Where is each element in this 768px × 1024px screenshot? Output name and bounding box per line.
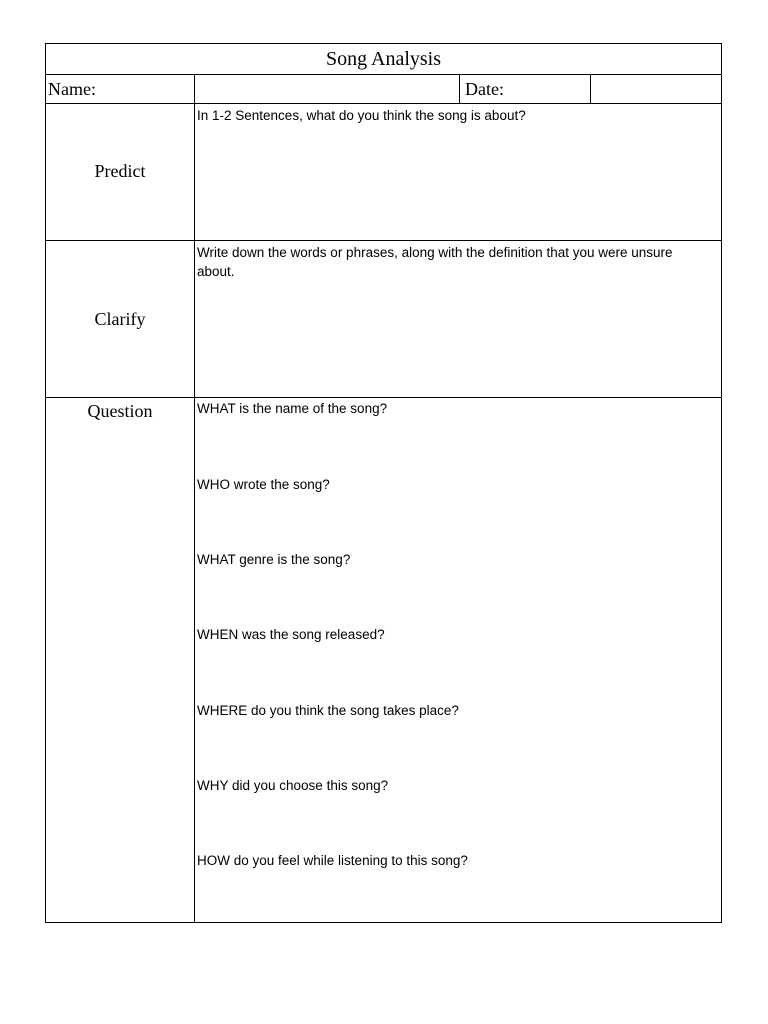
clarify-section (46, 241, 721, 398)
name-date-row (46, 75, 721, 104)
predict-label: Predict (94, 161, 146, 181)
question-item-what-genre: WHAT genre is the song? (197, 552, 351, 567)
question-item-why-chose: WHY did you choose this song? (197, 778, 389, 793)
question-section (46, 398, 721, 922)
clarify-content-cell (195, 241, 721, 397)
question-item-who-wrote: WHO wrote the song? (197, 477, 330, 492)
question-label-cell (46, 398, 195, 922)
question-label: Question (87, 401, 153, 421)
date-label: Date: (460, 75, 591, 103)
predict-section (46, 104, 721, 241)
clarify-label: Clarify (94, 309, 146, 329)
question-item-when-released: WHEN was the song released? (197, 627, 385, 642)
name-label: Name: (46, 75, 195, 103)
date-field[interactable] (591, 75, 721, 103)
predict-content-cell (195, 104, 721, 240)
question-item-where-place: WHERE do you think the song takes place? (197, 703, 459, 718)
predict-label-cell (46, 104, 195, 240)
name-field[interactable] (195, 75, 460, 103)
question-content-cell (195, 398, 721, 922)
worksheet-title: Song Analysis (46, 44, 721, 75)
question-item-how-feel: HOW do you feel while listening to this song? (197, 853, 468, 868)
predict-answer-area[interactable] (195, 128, 721, 240)
question-item-what-name: WHAT is the name of the song? (197, 401, 388, 416)
song-analysis-worksheet (45, 43, 722, 923)
clarify-answer-area[interactable] (195, 285, 721, 397)
clarify-prompt: Write down the words or phrases, along with the definition that you were unsure about. (197, 245, 673, 279)
predict-prompt: In 1-2 Sentences, what do you think the song is about? (197, 108, 526, 123)
clarify-label-cell (46, 241, 195, 397)
